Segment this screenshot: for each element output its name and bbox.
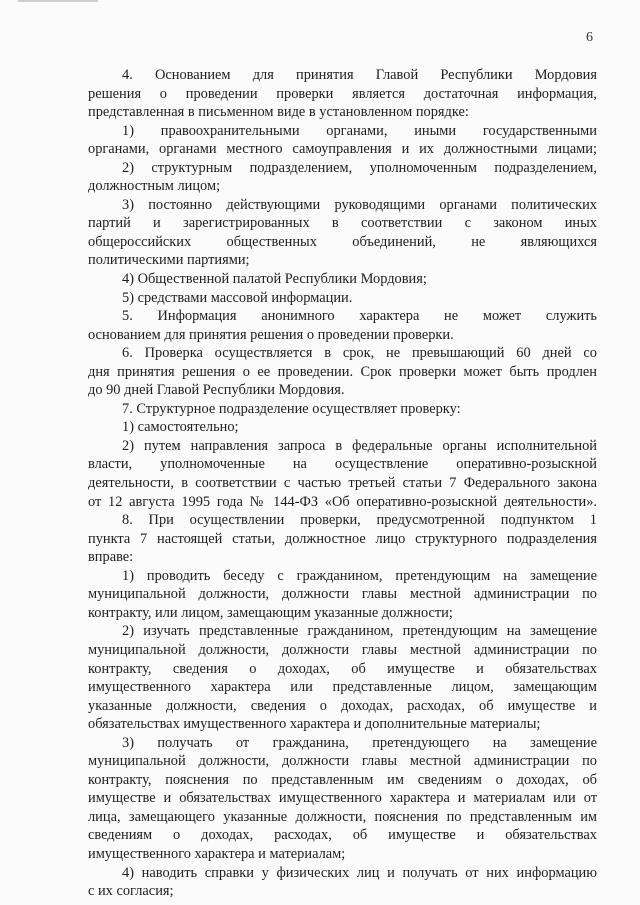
text-line: 4) наводить справки у физических лиц и получать от них информацию [122, 864, 597, 881]
scan-edge-mark [18, 0, 98, 2]
text-line: деятельности, в соответствии с частью третьей статьи 7 Федерального закона [88, 475, 597, 492]
text-line: политическими партиями; [88, 252, 250, 269]
text-line: 3) получать от гражданина, претендующего на замещение [122, 734, 597, 751]
text-line: 1) правоохранительными органами, иными государственными [122, 122, 597, 139]
text-line: 2) изучать представленные гражданином, претендующим на замещение [122, 623, 597, 640]
text-line: 2) путем направления запроса в федеральные органы исполнительной [122, 437, 597, 454]
document-body [88, 66, 597, 901]
text-line: должностным лицом; [88, 178, 221, 195]
text-line: 5. Информация анонимного характера не может служить [122, 308, 597, 325]
text-line: 2) структурным подразделением, уполномоченным подразделением, [122, 159, 597, 176]
text-line: 4. Основанием для принятия Главой Республики Мордовия [122, 67, 597, 83]
text-line: муниципальной должности, должности главы местной администрации по [88, 586, 597, 603]
text-line: муниципальной должности, должности главы местной администрации по [88, 753, 597, 770]
text-line: от 12 августа 1995 года № 144-ФЗ «Об оперативно-розыскной деятельности». [88, 493, 597, 510]
text-line: вправе: [88, 549, 134, 566]
page-number: 6 [586, 30, 593, 45]
text-line: дня принятия решения о ее проведении. Срок проверки может быть продлен [88, 363, 597, 380]
text-line: лица, замещающего указанные должности, пояснения по представленным им [88, 808, 597, 825]
text-line: 1) самостоятельно; [122, 419, 239, 436]
text-line: обязательствах имущественного характера и дополнительные материалы; [88, 716, 541, 733]
text-line: контракту, пояснения по представленным им сведениям о доходах, об [88, 771, 597, 788]
text-line: контракту, или лицом, замещающим указанные должности; [88, 604, 453, 621]
text-line: решения о проведении проверки является достаточная информация, [88, 85, 597, 102]
text-line: органами, органами местного самоуправления и их должностными лицами; [88, 141, 597, 158]
text-line: 6. Проверка осуществляется в срок, не превышающий 60 дней со [122, 345, 597, 362]
text-line: представленная в письменном виде в установленном порядке: [88, 104, 469, 121]
text-line: имуществе и обязательствах имущественного характера и материалам или от [88, 790, 597, 807]
text-line: 7. Структурное подразделение осуществляет проверку: [122, 400, 461, 417]
text-line: 5) средствами массовой информации. [122, 289, 353, 306]
text-line: с их согласия; [88, 883, 174, 900]
text-line: муниципальной должности, должности главы местной администрации по [88, 641, 597, 658]
text-line: 8. При осуществлении проверки, предусмотренной подпунктом 1 [122, 512, 597, 529]
text-line: власти, уполномоченные на осуществление оперативно-розыскной [88, 456, 597, 473]
text-line: партий и зарегистрированных в соответствии с законом иных [88, 215, 597, 232]
text-line: пункта 7 настоящей статьи, должностное лицо структурного подразделения [88, 530, 597, 547]
text-line: имущественного характера или представленные лицом, замещающим [88, 679, 597, 696]
text-line: основанием для принятия решения о проведении проверки. [88, 326, 454, 343]
text-line: 3) постоянно действующими руководящими органами политических [122, 196, 597, 213]
text-line: 1) проводить беседу с гражданином, претендующим на замещение [122, 567, 597, 584]
text-line: контракту, сведения о доходах, об имуществе и обязательствах [88, 660, 597, 677]
text-line: 4) Общественной палатой Республики Мордовия; [122, 271, 427, 288]
text-line: до 90 дней Главой Республики Мордовия. [88, 382, 345, 399]
text-line: сведениям о доходах, расходах, об имуществе и обязательствах [88, 827, 597, 844]
text-line: имущественного характера и материалам; [88, 845, 346, 862]
text-line: общероссийских общественных объединений, не являющихся [88, 233, 597, 250]
text-line: указанные должности, сведения о доходах, расходах, об имуществе и [88, 697, 597, 714]
